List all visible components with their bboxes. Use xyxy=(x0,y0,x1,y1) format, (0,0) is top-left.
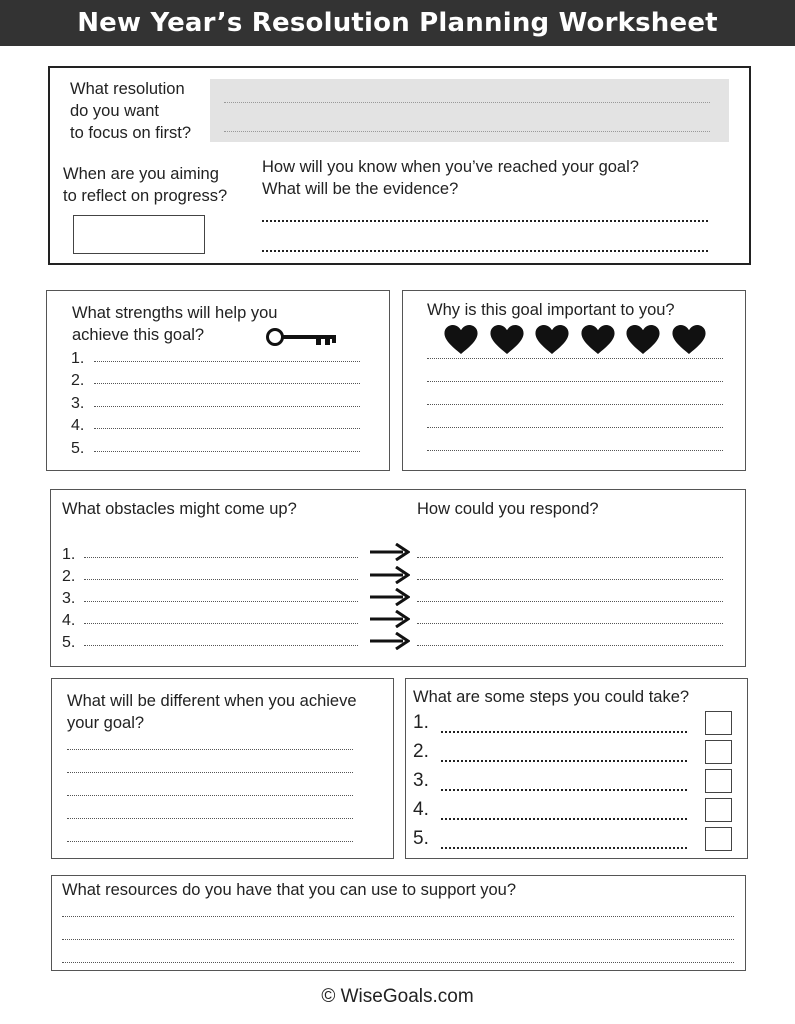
evidence-question: How will you know when you’ve reached your goal? What will be the evidence? xyxy=(262,158,639,198)
obstacle-line[interactable] xyxy=(84,579,358,580)
obstacle-line[interactable] xyxy=(84,645,358,646)
step-line[interactable] xyxy=(441,731,687,733)
different-line[interactable] xyxy=(67,818,353,819)
obstacles-question: What obstacles might come up? xyxy=(62,500,297,518)
step-number: 3. xyxy=(413,770,429,791)
response-line[interactable] xyxy=(417,645,723,646)
heart-icon xyxy=(626,325,660,355)
step-line[interactable] xyxy=(441,789,687,791)
different-line[interactable] xyxy=(67,795,353,796)
obstacle-line[interactable] xyxy=(84,601,358,602)
step-checkbox[interactable] xyxy=(705,769,732,793)
obstacle-number: 2. xyxy=(62,568,76,585)
response-question: How could you respond? xyxy=(417,500,599,518)
copyright-footer: © WiseGoals.com xyxy=(321,986,474,1007)
key-icon xyxy=(264,327,338,347)
different-line[interactable] xyxy=(67,749,353,750)
evidence-line[interactable] xyxy=(262,220,708,222)
importance-line[interactable] xyxy=(427,404,723,405)
different-question: What will be different when you achieve your goal? xyxy=(67,692,357,732)
response-line[interactable] xyxy=(417,579,723,580)
response-line[interactable] xyxy=(417,623,723,624)
steps-question: What are some steps you could take? xyxy=(413,688,690,706)
answer-line xyxy=(224,131,710,132)
step-number: 1. xyxy=(413,712,429,733)
answer-line xyxy=(224,102,710,103)
strength-line[interactable] xyxy=(94,383,360,384)
heart-icon xyxy=(444,325,478,355)
step-number: 5. xyxy=(413,828,429,849)
heart-icon xyxy=(581,325,615,355)
strengths-question: What strengths will help you achieve this goal? xyxy=(72,304,278,344)
importance-question: Why is this goal important to you? xyxy=(427,301,675,319)
strength-number: 4. xyxy=(71,417,85,434)
obstacle-number: 4. xyxy=(62,612,76,629)
obstacle-number: 3. xyxy=(62,590,76,607)
strength-line[interactable] xyxy=(94,428,360,429)
reflect-date-field[interactable] xyxy=(73,215,205,254)
resolution-question: What resolution do you want to focus on first? xyxy=(70,80,192,142)
arrow-right-icon xyxy=(370,566,410,584)
obstacle-line[interactable] xyxy=(84,623,358,624)
different-line[interactable] xyxy=(67,772,353,773)
heart-icon xyxy=(535,325,569,355)
arrow-right-icon xyxy=(370,588,410,606)
heart-icon xyxy=(672,325,706,355)
importance-line[interactable] xyxy=(427,450,723,451)
strength-line[interactable] xyxy=(94,451,360,452)
resources-line[interactable] xyxy=(62,962,734,963)
different-line[interactable] xyxy=(67,841,353,842)
obstacle-number: 5. xyxy=(62,634,76,651)
resources-question: What resources do you have that you can use to support you? xyxy=(62,881,517,899)
resources-line[interactable] xyxy=(62,916,734,917)
arrow-right-icon xyxy=(370,543,410,561)
importance-line[interactable] xyxy=(427,358,723,359)
arrow-right-icon xyxy=(370,610,410,628)
strength-number: 1. xyxy=(71,350,85,367)
heart-icon xyxy=(490,325,524,355)
step-number: 2. xyxy=(413,741,429,762)
step-line[interactable] xyxy=(441,760,687,762)
step-checkbox[interactable] xyxy=(705,740,732,764)
step-checkbox[interactable] xyxy=(705,711,732,735)
strength-line[interactable] xyxy=(94,406,360,407)
step-line[interactable] xyxy=(441,847,687,849)
obstacle-number: 1. xyxy=(62,546,76,563)
evidence-line[interactable] xyxy=(262,250,708,252)
strength-number: 5. xyxy=(71,440,85,457)
response-line[interactable] xyxy=(417,601,723,602)
resolution-answer-field[interactable] xyxy=(210,79,729,142)
strength-number: 3. xyxy=(71,395,85,412)
step-number: 4. xyxy=(413,799,429,820)
strength-number: 2. xyxy=(71,372,85,389)
step-checkbox[interactable] xyxy=(705,798,732,822)
worksheet-title: New Year’s Resolution Planning Worksheet xyxy=(0,0,795,46)
step-line[interactable] xyxy=(441,818,687,820)
step-checkbox[interactable] xyxy=(705,827,732,851)
response-line[interactable] xyxy=(417,557,723,558)
obstacle-line[interactable] xyxy=(84,557,358,558)
importance-line[interactable] xyxy=(427,427,723,428)
resources-line[interactable] xyxy=(62,939,734,940)
arrow-right-icon xyxy=(370,632,410,650)
importance-line[interactable] xyxy=(427,381,723,382)
strength-line[interactable] xyxy=(94,361,360,362)
reflect-question: When are you aiming to reflect on progress? xyxy=(63,165,228,205)
